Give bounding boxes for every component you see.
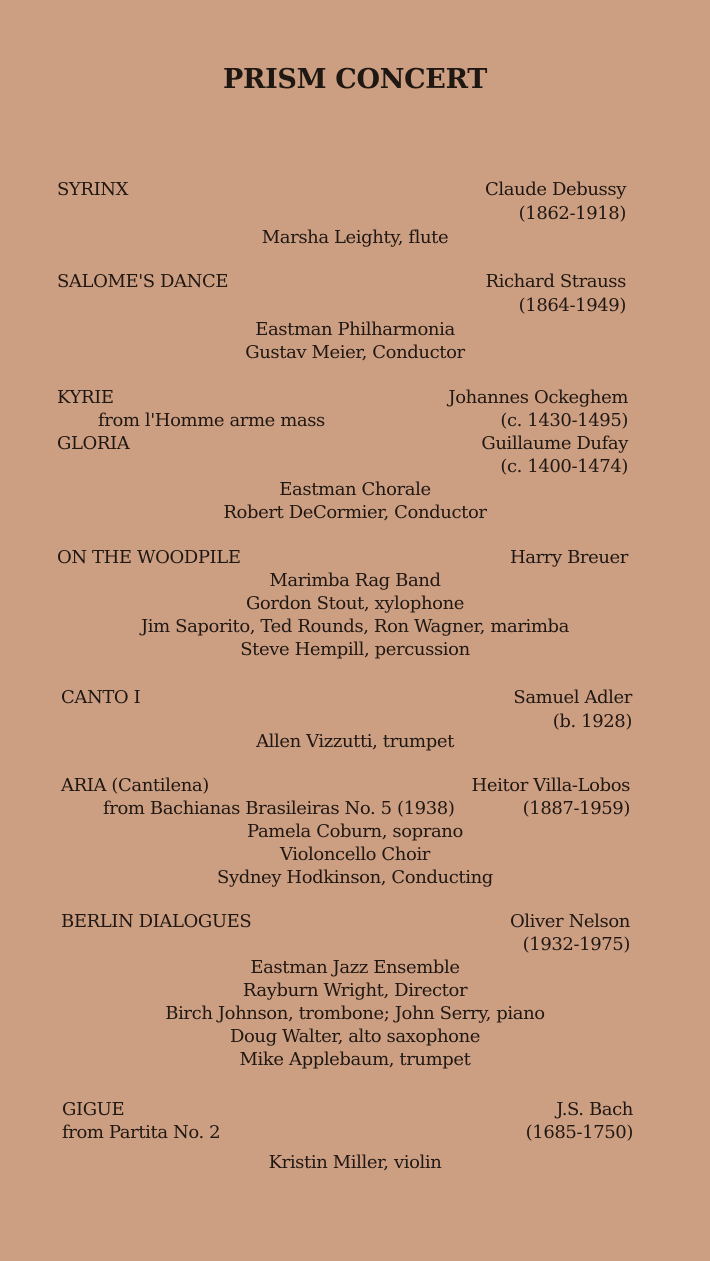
composer-dates: (1887-1959) <box>522 798 630 819</box>
performer: Mike Applebaum, trumpet <box>239 1049 471 1070</box>
performer: Eastman Chorale <box>279 479 431 500</box>
composer-name: Guillaume Dufay <box>481 433 628 454</box>
piece-subtitle: from Partita No. 2 <box>62 1122 221 1143</box>
performer: Marsha Leighty, flute <box>261 227 449 248</box>
piece-title: ARIA (Cantilena) <box>61 775 209 796</box>
composer-name: Oliver Nelson <box>509 911 630 932</box>
composer-dates: (1932-1975) <box>522 934 630 955</box>
piece-title: GIGUE <box>62 1099 125 1120</box>
piece-title: CANTO I <box>61 687 141 708</box>
performer: Eastman Jazz Ensemble <box>250 957 460 978</box>
composer-name: Richard Strauss <box>485 271 626 292</box>
performer: Doug Walter, alto saxophone <box>229 1026 481 1047</box>
composer-dates: (1862-1918) <box>518 203 626 224</box>
composer-dates: (c. 1400-1474) <box>500 456 628 477</box>
performer: Birch Johnson, trombone; John Serry, piano <box>165 1003 545 1024</box>
composer-dates: (1864-1949) <box>518 295 626 316</box>
page-title: PRISM CONCERT <box>222 64 488 95</box>
piece-subtitle: from Bachianas Brasileiras No. 5 (1938) <box>103 798 455 819</box>
composer-name: Heitor Villa-Lobos <box>471 775 630 796</box>
composer-name: Claude Debussy <box>485 179 626 200</box>
performer: Sydney Hodkinson, Conducting <box>217 867 493 888</box>
piece-title: KYRIE <box>57 387 114 408</box>
performer: Kristin Miller, violin <box>268 1152 442 1173</box>
composer-name: Harry Breuer <box>509 547 628 568</box>
piece-title: SALOME'S DANCE <box>57 271 229 292</box>
composer-dates: (c. 1430-1495) <box>500 410 628 431</box>
composer-dates: (1685-1750) <box>525 1122 633 1143</box>
performer: Gordon Stout, xylophone <box>245 593 465 614</box>
performer: Gustav Meier, Conductor <box>245 342 465 363</box>
performer: Allen Vizzutti, trumpet <box>256 731 454 752</box>
piece-title: GLORIA <box>57 433 130 454</box>
composer-name: Johannes Ockeghem <box>448 387 628 408</box>
piece-title: SYRINX <box>57 179 129 200</box>
performer: Eastman Philharmonia <box>255 319 455 340</box>
composer-name: J.S. Bach <box>556 1099 633 1120</box>
performer: Marimba Rag Band <box>269 570 441 591</box>
performer: Jim Saporito, Ted Rounds, Ron Wagner, marimba <box>140 616 570 637</box>
piece-subtitle: from l'Homme arme mass <box>98 410 325 431</box>
composer-name: Samuel Adler <box>513 687 632 708</box>
performer: Pamela Coburn, soprano <box>247 821 463 842</box>
performer: Steve Hempill, percussion <box>240 639 470 660</box>
performer: Violoncello Choir <box>279 844 431 865</box>
performer: Rayburn Wright, Director <box>242 980 468 1001</box>
piece-title: ON THE WOODPILE <box>57 547 241 568</box>
piece-title: BERLIN DIALOGUES <box>61 911 252 932</box>
performer: Robert DeCormier, Conductor <box>223 502 487 523</box>
composer-dates: (b. 1928) <box>552 711 632 732</box>
